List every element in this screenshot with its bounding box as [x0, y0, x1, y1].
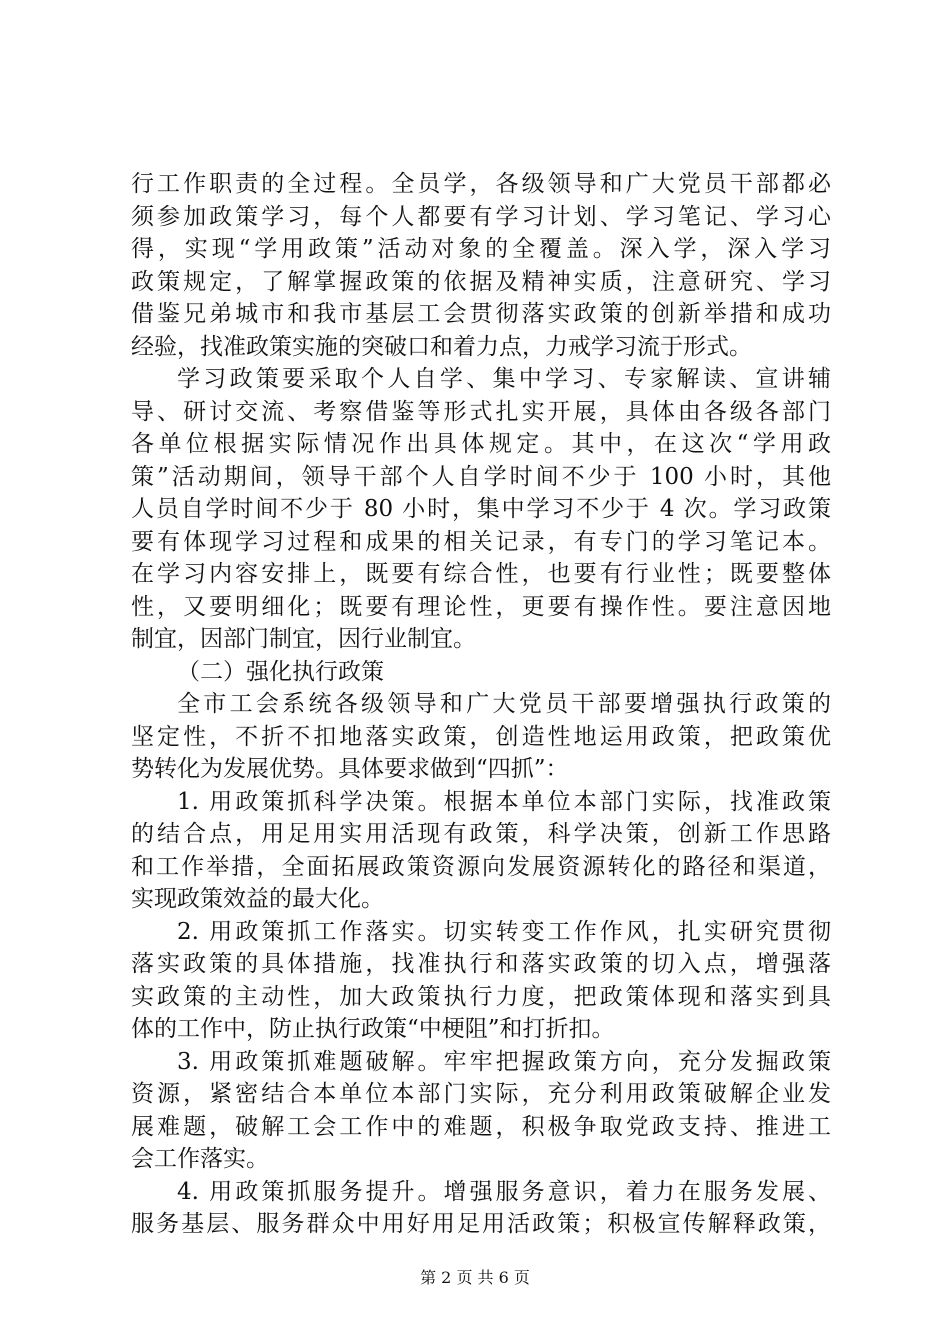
text-line: 导、研讨交流、考察借鉴等形式扎实开展，具体由各级各部门	[131, 398, 831, 425]
text-line: 资源，紧密结合本单位本部门实际，充分利用政策破解企业发	[131, 1081, 831, 1107]
text-line: 在学习内容安排上，既要有综合性，也要有行业性；既要整体	[131, 561, 831, 587]
text-line: 4. 用政策抓服务提升。增强服务意识，着力在服务发展、	[177, 1178, 831, 1205]
text-line: 借鉴兄弟城市和我市基层工会贯彻落实政策的创新举措和成功	[131, 301, 831, 327]
text-line: 展难题，破解工会工作中的难题，积极争取党政支持、推进工	[131, 1113, 831, 1140]
text-line: 人员自学时间不少于 80 小时，集中学习不少于 4 次。学习政策	[131, 496, 831, 522]
page-footer: 第 2 页 共 6 页	[420, 1268, 530, 1287]
text-line: 行工作职责的全过程。全员学，各级领导和广大党员干部都必	[131, 171, 831, 197]
text-line: 学习政策要采取个人自学、集中学习、专家解读、宣讲辅	[177, 366, 831, 392]
text-line: 得，实现“学用政策”活动对象的全覆盖。深入学，深入学习	[131, 236, 831, 262]
text-line: 会工作落实。	[131, 1146, 269, 1172]
text-line: 经验，找准政策实施的突破口和着力点，力戒学习流于形式。	[131, 333, 752, 360]
document-body	[131, 168, 831, 1241]
text-line: 势转化为发展优势。具体要求做到“四抓”：	[131, 756, 569, 782]
text-line: （二）强化执行政策	[177, 658, 384, 685]
text-line: 政策规定，了解掌握政策的依据及精神实质，注意研究、学习	[131, 268, 831, 295]
text-line: 和工作举措，全面拓展政策资源向发展资源转化的路径和渠道，	[131, 853, 831, 880]
text-line: 2. 用政策抓工作落实。切实转变工作作风，扎实研究贯彻	[177, 918, 831, 945]
text-line: 各单位根据实际情况作出具体规定。其中，在这次“学用政	[131, 431, 831, 457]
text-line: 制宜，因部门制宜，因行业制宜。	[131, 626, 476, 652]
text-line: 须参加政策学习，每个人都要有学习计划、学习笔记、学习心	[131, 203, 831, 230]
text-line: 3. 用政策抓难题破解。牢牢把握政策方向，充分发掘政策	[177, 1048, 831, 1075]
text-line: 体的工作中，防止执行政策“中梗阻”和打折扣。	[131, 1016, 615, 1042]
text-line: 服务基层、服务群众中用好用足用活政策；积极宣传解释政策，	[131, 1211, 831, 1237]
text-line: 要有体现学习过程和成果的相关记录，有专门的学习笔记本。	[131, 528, 831, 555]
text-line: 策”活动期间，领导干部个人自学时间不少于 100 小时，其他	[131, 463, 831, 490]
text-line: 全市工会系统各级领导和广大党员干部要增强执行政策的	[177, 691, 831, 717]
text-line: 的结合点，用足用实用活现有政策，科学决策，创新工作思路	[131, 821, 831, 847]
text-line: 性，又要明细化；既要有理论性，更要有操作性。要注意因地	[131, 593, 831, 620]
text-line: 坚定性，不折不扣地落实政策，创造性地运用政策，把政策优	[131, 723, 831, 750]
text-line: 实政策的主动性，加大政策执行力度，把政策体现和落实到具	[131, 983, 831, 1010]
text-line: 落实政策的具体措施，找准执行和落实政策的切入点，增强落	[131, 951, 831, 977]
text-line: 1. 用政策抓科学决策。根据本单位本部门实际，找准政策	[177, 788, 831, 815]
text-line: 实现政策效益的最大化。	[131, 886, 384, 912]
